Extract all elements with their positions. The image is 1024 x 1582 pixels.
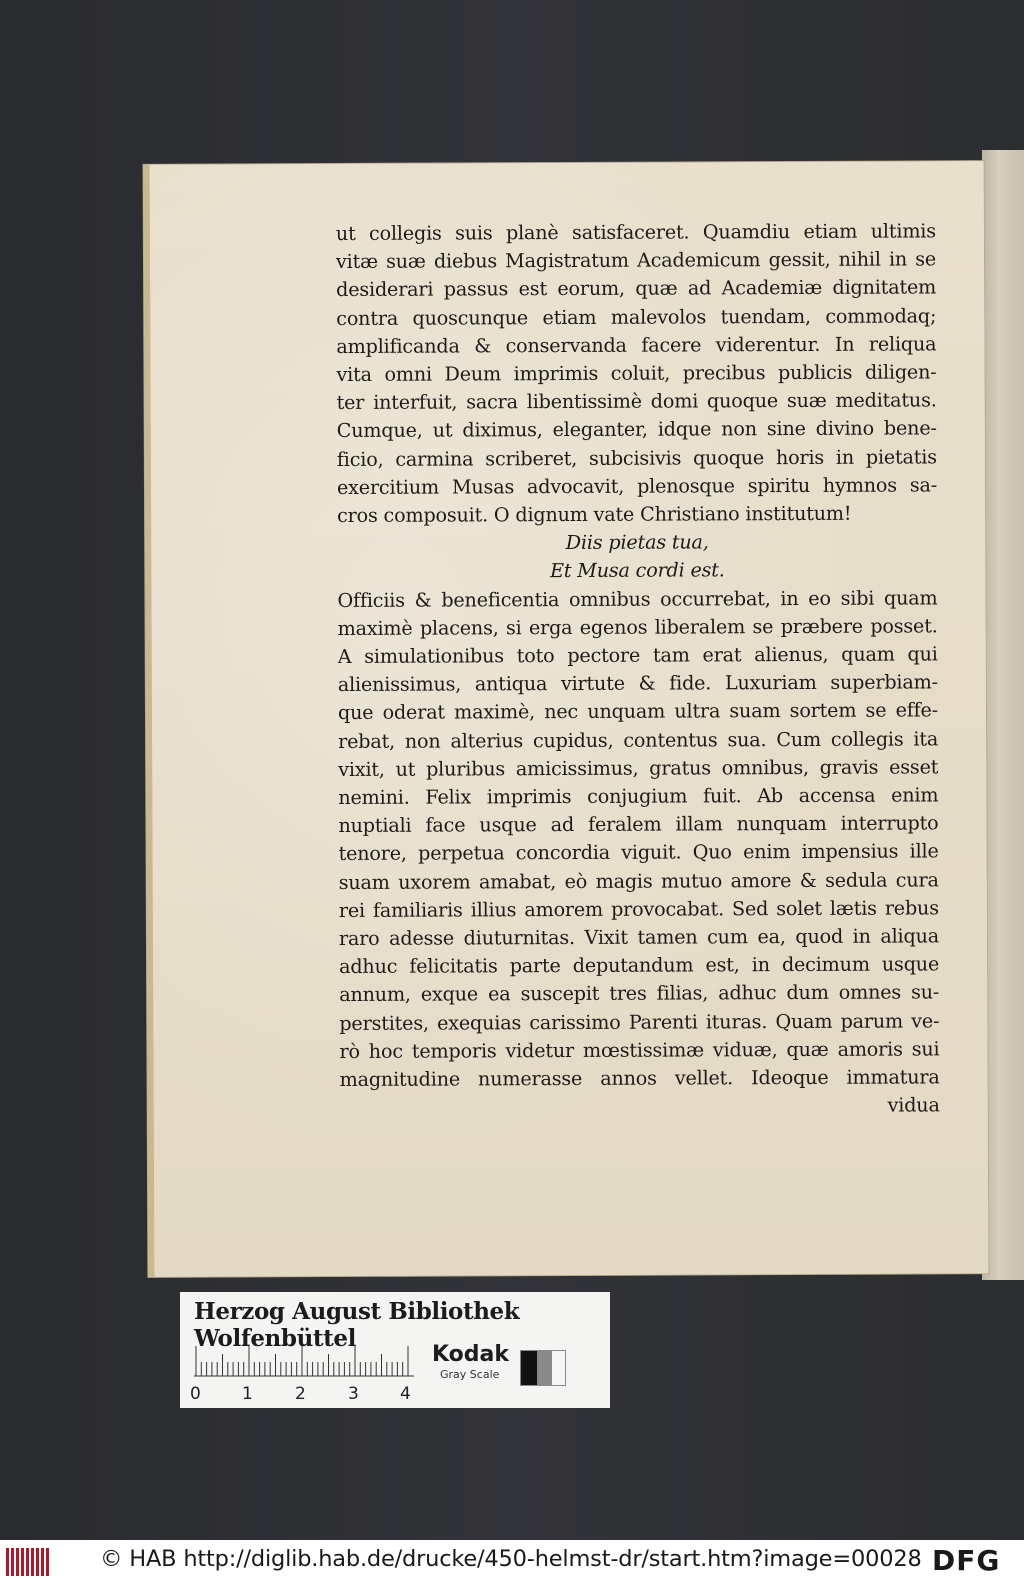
text-line: cros composuit. O dignum vate Christiano institutum! (337, 501, 852, 528)
text-line: perstites, exequias carissimo Parenti ituras. Quam parum ve- (339, 1009, 940, 1035)
verse-line: Diis pietas tua, (565, 530, 709, 555)
text-line: A simulationibus toto pectore tam erat alienus, quam qui (337, 642, 938, 669)
text-line: alienissimus, antiqua virtute & fide. Luxuriam superbiam- (337, 670, 938, 697)
text-line: Officiis & beneficentia omnibus occurrebat, in eo sibi quam (337, 586, 938, 612)
adjacent-page-edge (982, 150, 1024, 1280)
text-line: desiderari passus est eorum, quæ ad Academiæ dignitatem (336, 275, 937, 302)
text-line: rei familiaris illius amorem provocabat. Sed solet lætis rebus (338, 896, 939, 922)
page-text (336, 217, 940, 1122)
text-line: maximè placens, si erga egenos liberalem se præbere posset. (337, 614, 938, 640)
text-line: rò hoc temporis videtur mœstissimæ viduæ, quæ amoris sui (339, 1037, 940, 1063)
catchword: vidua (887, 1093, 940, 1117)
text-line: nuptiali face usque ad feralem illam nunquam interrupto (338, 811, 939, 838)
ruler-number: 4 (400, 1384, 411, 1404)
text-line: adhuc felicitatis parte deputandum est, in decimum usque (339, 952, 940, 979)
text-line: ficio, carmina scriberet, subcisivis quoque horis in pietatis (336, 445, 937, 471)
text-line: vitæ suæ diebus Magistratum Academicum gessit, nihil in se (335, 247, 937, 274)
verse-line: Et Musa cordi est. (549, 558, 725, 583)
text-line: vita omni Deum imprimis coluit, precibus publicis diligen- (336, 360, 937, 387)
text-line: ter interfuit, sacra libentissimè domi quoque suæ meditatus. (336, 388, 937, 415)
text-line: exercitium Musas advocavit, plenosque spiritu hymnos sa- (336, 473, 938, 499)
text-line: ut collegis suis planè satisfaceret. Quamdiu etiam ultimis (335, 219, 936, 245)
gray-scale-swatch (520, 1350, 566, 1386)
footer-url[interactable]: © HAB http://diglib.hab.de/drucke/450-helmst-dr/start.htm?image=00028 (100, 1546, 922, 1572)
dfg-logo: DFG (932, 1544, 1001, 1577)
library-name: Herzog August Bibliothek Wolfenbüttel (194, 1298, 520, 1352)
ruler-number: 2 (295, 1384, 306, 1404)
text-line: rebat, non alterius cupidus, contentus sua. Cum collegis ita (338, 727, 939, 753)
text-line: raro adesse diuturnitas. Vixit tamen cum ea, quod in aliqua (338, 924, 940, 951)
text-line: annum, exque ea suscepit tres filias, adhuc dum omnes su- (339, 980, 940, 1007)
text-line: suam uxorem amabat, eò magis mutuo amore & sedula cura (338, 868, 939, 894)
ruler-number: 3 (348, 1384, 359, 1404)
text-line: vixit, ut pluribus amicissimus, gratus omnibus, gravis esset (338, 755, 939, 781)
text-line: nemini. Felix imprimis conjugium fuit. Ab accensa enim (338, 783, 939, 810)
barcode-logo-icon (6, 1548, 50, 1576)
ruler-number: 0 (190, 1384, 201, 1404)
text-line: Cumque, ut diximus, eleganter, idque non sine divino bene- (336, 416, 937, 443)
text-line: contra quoscunque etiam malevolos tuendam, commodaq; (336, 303, 937, 330)
text-line: que oderat maximè, nec unquam ultra suam sortem se effe- (337, 698, 939, 725)
text-line: tenore, perpetua concordia viguit. Quo enim impensius ille (338, 839, 939, 866)
document-page (144, 161, 989, 1277)
text-line: amplificanda & conservanda facere viderentur. In reliqua (336, 332, 937, 358)
ruler-number: 1 (242, 1384, 253, 1404)
scale-ruler (194, 1340, 414, 1378)
gray-scale-label: Gray Scale (440, 1368, 500, 1381)
text-line: magnitudine numerasse annos vellet. Ideoque immatura (339, 1065, 940, 1092)
kodak-brand: Kodak (432, 1342, 509, 1367)
footer-bar (0, 1540, 1024, 1582)
library-color-card (180, 1292, 610, 1408)
